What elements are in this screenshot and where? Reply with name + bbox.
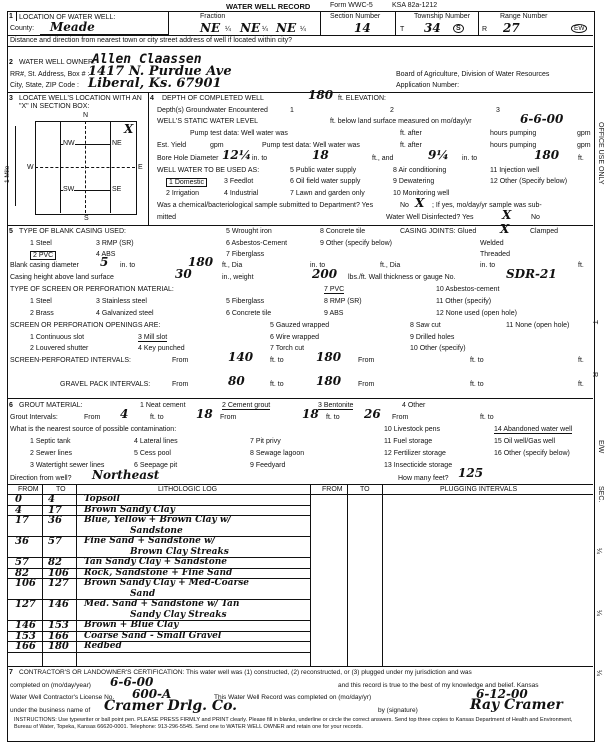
casing-to-depth[interactable]: 180 xyxy=(188,255,214,269)
section-number-6: 6 xyxy=(9,402,13,409)
log-from-value: 36 xyxy=(15,536,29,547)
casing-5[interactable]: 5 Wrought iron xyxy=(226,228,272,235)
range-label: Range Number xyxy=(500,13,548,20)
sp-ft-to-2: ft. to xyxy=(470,357,484,364)
log-to-value: 180 xyxy=(48,641,69,652)
screen-2[interactable]: 2 Brass xyxy=(30,310,54,317)
log-to-value: 166 xyxy=(48,630,69,642)
static-level-date[interactable]: 6-6-00 xyxy=(520,112,564,126)
depth-heading: DEPTH OF COMPLETED WELL xyxy=(162,95,264,102)
owner-heading: WATER WELL OWNER: xyxy=(19,59,95,66)
range-direction[interactable]: EW xyxy=(571,24,587,33)
form-number: Form WWC-5 xyxy=(330,2,373,9)
bore2-ft: ft. xyxy=(578,155,584,162)
how-many-feet-value[interactable]: 125 xyxy=(458,466,484,480)
section-number-7: 7 xyxy=(9,669,13,676)
casing-4[interactable]: 4 ABS xyxy=(96,251,116,258)
casing-1[interactable]: 1 Steel xyxy=(30,240,52,247)
contam-9[interactable]: 9 Feedyard xyxy=(250,462,286,469)
joints-threaded[interactable]: Threaded xyxy=(480,251,510,258)
record-completed-label: This Water Well Record was completed on (mo/day/yr) xyxy=(214,694,372,701)
screen-10[interactable]: 10 Asbestos-cement xyxy=(436,286,500,293)
contractor-signature[interactable]: Ray Cramer xyxy=(470,697,563,713)
log-description: Sandstone xyxy=(130,525,183,536)
screen-1[interactable]: 1 Steel xyxy=(30,298,52,305)
groundwater-label: Depth(s) Groundwater Encountered xyxy=(157,107,268,114)
board-label: Board of Agriculture, Division of Water Resources xyxy=(396,71,550,78)
casing-weight[interactable]: 200 xyxy=(312,267,338,281)
se-label: SE xyxy=(112,186,122,193)
grout-from-2[interactable]: 18 xyxy=(302,407,319,421)
section-number-1: 1 xyxy=(9,13,13,20)
bore-in-to: in. to xyxy=(252,155,268,162)
yield-gpm: gpm xyxy=(210,142,224,149)
log-from-header-2: FROM xyxy=(322,486,343,493)
groundwater-1[interactable]: 1 xyxy=(290,107,294,114)
range-value[interactable]: 27 xyxy=(503,21,520,35)
log-to-value: 106 xyxy=(48,567,69,579)
log-to-value: 17 xyxy=(48,504,62,516)
opening-7[interactable]: 7 Torch cut xyxy=(270,345,305,352)
screen-heading: TYPE OF SCREEN OR PERFORATION MATERIAL: xyxy=(10,286,174,293)
direction-label: Direction from well? xyxy=(10,475,72,482)
screen-5[interactable]: 5 Fiberglass xyxy=(226,298,265,305)
quarter-mark-1: ¼ xyxy=(225,26,231,33)
log-from-value: 57 xyxy=(15,557,29,568)
plugging-header: PLUGGING INTERVALS xyxy=(440,486,518,493)
opening-8[interactable]: 8 Saw cut xyxy=(410,322,441,329)
wall-label: lbs./ft. Wall thickness or gauge No. xyxy=(348,274,456,281)
dia-in-to-2: in. to xyxy=(310,262,326,269)
instructions: INSTRUCTIONS: Use typewriter or ball point pen. PLEASE PRESS FIRMLY and PRINT clearly. Please fill in blanks, underline or circle the correct answers. Send top three copies to Kansas Department of Health and Environment, Bureau of Water, Topeka, Kansas 66620-0001. Telephone: 913-296-5545. Send one to WATER WELL OWNER and retain one for your records. xyxy=(14,717,573,730)
yield-water-label: Pump test data: Well water was xyxy=(262,142,360,149)
county-label: County: xyxy=(10,25,35,32)
use-5[interactable]: 5 Public water supply xyxy=(290,167,357,174)
opening-4[interactable]: 4 Key punched xyxy=(138,345,185,352)
log-description: Sandy Clay Streaks xyxy=(130,609,227,620)
disinfected-yes-mark[interactable]: X xyxy=(502,208,512,222)
yield-label: Est. Yield xyxy=(157,142,187,149)
location-heading: LOCATION OF WATER WELL: xyxy=(19,14,116,21)
form-title: WATER WELL RECORD xyxy=(226,2,311,11)
contam-6[interactable]: 6 Seepage pit xyxy=(134,462,178,469)
margin-sec: SEC. xyxy=(597,486,604,503)
distance-label: Distance and direction from nearest town or city street address of well if located within city? xyxy=(10,37,293,44)
grout-1[interactable]: 1 Neat cement xyxy=(140,402,186,409)
well-location-mark[interactable]: X xyxy=(124,122,134,136)
casing-2-pvc[interactable]: 2 PVC xyxy=(30,251,56,260)
sw-label: SW xyxy=(63,186,75,193)
grout-3-bentonite[interactable]: 3 Bentonite xyxy=(318,402,354,409)
grout-to-2[interactable]: 26 xyxy=(364,407,381,421)
weight-label: in., weight xyxy=(222,274,254,281)
opening-10[interactable]: 10 Other (specify) xyxy=(410,345,466,352)
dia-in-to: in. to xyxy=(120,262,136,269)
sp-ft-to: ft. to xyxy=(270,357,284,364)
contam-12[interactable]: 12 Fertilizer storage xyxy=(384,450,446,457)
grout-to-1[interactable]: 18 xyxy=(196,407,213,421)
grout-heading: GROUT MATERIAL: xyxy=(19,402,83,409)
completed-date[interactable]: 6-6-00 xyxy=(110,675,154,689)
license-label: Water Well Contractor's License No. xyxy=(10,694,115,701)
section-grid[interactable] xyxy=(35,121,137,215)
contam-13[interactable]: 13 Insecticide storage xyxy=(384,462,453,469)
bore-diameter[interactable]: 12¼ xyxy=(222,148,252,162)
bore2-in-to: in. to xyxy=(462,155,478,162)
log-description: Topsoil xyxy=(84,494,120,504)
disinfected-no-label: No xyxy=(531,214,540,221)
log-description: Brown Sandy Clay + Med-Coarse xyxy=(84,578,250,588)
screen-intervals-label: SCREEN-PERFORATED INTERVALS: xyxy=(10,357,131,364)
static-level-label: WELL'S STATIC WATER LEVEL xyxy=(157,118,259,125)
opening-5[interactable]: 5 Gauzed wrapped xyxy=(270,322,330,329)
section-number-2: 2 xyxy=(9,59,13,66)
direction-value[interactable]: Northeast xyxy=(92,468,160,482)
screen-4[interactable]: 4 Galvanized steel xyxy=(96,310,154,317)
west-label: W xyxy=(27,164,34,171)
nw-label: NW xyxy=(63,140,75,147)
contam-16[interactable]: 16 Other (specify below) xyxy=(494,450,570,457)
log-to-value: 153 xyxy=(48,620,69,631)
casing-3[interactable]: 3 RMP (SR) xyxy=(96,240,134,247)
contamination-label: What is the nearest source of possible contamination: xyxy=(10,426,177,433)
screen-11[interactable]: 11 Other (specify) xyxy=(436,298,492,305)
casing-height-label: Casing height above land surface xyxy=(10,274,114,281)
contam-2[interactable]: 2 Sewer lines xyxy=(30,450,73,457)
section-number-3: 3 xyxy=(9,95,13,102)
opening-9[interactable]: 9 Drilled holes xyxy=(410,334,455,341)
screen-7-pvc[interactable]: 7 PVC xyxy=(324,286,345,293)
pump-test-label: Pump test data: Well water was xyxy=(190,130,288,137)
township-value[interactable]: 34 xyxy=(424,21,441,35)
contam-15[interactable]: 15 Oil well/Gas well xyxy=(494,438,556,445)
how-many-feet-label: How many feet? xyxy=(398,475,449,482)
opening-3-mill-slot[interactable]: 3 Mill slot xyxy=(138,334,168,341)
casing-diameter[interactable]: 5 xyxy=(100,255,109,269)
township-prefix: T xyxy=(400,26,405,33)
gp-to-value[interactable]: 180 xyxy=(316,374,342,388)
log-description: Rock, Sandstone + Fine Sand xyxy=(84,567,233,578)
screen-6[interactable]: 6 Concrete tile xyxy=(226,310,272,317)
quarter-mark-3: ¼ xyxy=(300,26,306,33)
grout-2-cement[interactable]: 2 Cement grout xyxy=(222,402,271,409)
log-to-value: 127 xyxy=(48,578,69,589)
joints-clamped[interactable]: Clamped xyxy=(530,228,559,235)
pump-hours-1: hours pumping xyxy=(490,130,537,137)
log-from-value: 4 xyxy=(15,504,22,516)
joints-glued-mark[interactable]: X xyxy=(500,222,510,236)
margin-quarter-3: ¼ xyxy=(595,670,602,676)
contam-3[interactable]: 3 Watertight sewer lines xyxy=(30,462,105,469)
log-to-value: 4 xyxy=(48,494,55,505)
ksa-reference: KSA 82a-1212 xyxy=(392,2,438,9)
bore-to-depth[interactable]: 18 xyxy=(312,148,329,162)
application-label: Application Number: xyxy=(396,82,460,89)
bore-diameter-2[interactable]: 9¼ xyxy=(428,148,449,162)
contam-14-abandoned-well[interactable]: 14 Abandoned water well xyxy=(494,426,573,433)
log-description: Brown + Blue Clay xyxy=(84,620,179,630)
log-litho-header: LITHOLOGIC LOG xyxy=(158,486,218,493)
sp-ft: ft. xyxy=(578,357,584,364)
grout-ft-to-3: ft. to xyxy=(480,414,494,421)
casing-heading: TYPE OF BLANK CASING USED: xyxy=(19,228,126,235)
gp-from-value[interactable]: 80 xyxy=(228,374,245,388)
openings-heading: SCREEN OR PERFORATION OPENINGS ARE: xyxy=(10,322,161,329)
business-name[interactable]: Cramer Drlg. Co. xyxy=(104,698,238,714)
chem-question: Was a chemical/bacteriological sample submitted to Department? Yes xyxy=(157,202,374,209)
use-9[interactable]: 9 Dewatering xyxy=(393,178,435,185)
record-completed-date[interactable]: 6-12-00 xyxy=(476,687,528,701)
east-label: E xyxy=(138,164,143,171)
fraction-1[interactable]: NE xyxy=(200,21,221,35)
grout-ft-from: From xyxy=(220,414,237,421)
contam-5[interactable]: 5 Cess pool xyxy=(134,450,171,457)
log-description: Brown Sandy Clay xyxy=(84,504,175,515)
ne-label: NE xyxy=(112,140,122,147)
log-description: Brown Clay Streaks xyxy=(130,546,229,557)
log-to-value: 57 xyxy=(48,536,62,547)
owner-name[interactable]: Allen Claassen xyxy=(92,52,202,67)
opening-2[interactable]: 2 Louvered shutter xyxy=(30,345,89,352)
grout-4[interactable]: 4 Other xyxy=(402,402,426,409)
groundwater-3[interactable]: 3 xyxy=(496,107,500,114)
quarter-mark-2: ¼ xyxy=(262,26,268,33)
pump-gpm-1: gpm xyxy=(577,130,591,137)
screen-12[interactable]: 12 None used (open hole) xyxy=(436,310,517,317)
section-number-4: 4 xyxy=(150,95,154,102)
grout-ft-to-1: ft. to xyxy=(150,414,164,421)
log-from-value: 153 xyxy=(15,630,36,642)
log-description: Coarse Sand - Small Gravel xyxy=(84,630,222,641)
use-6[interactable]: 6 Oil field water supply xyxy=(290,178,361,185)
business-label: under the business name of xyxy=(10,707,91,714)
contam-11[interactable]: 11 Fuel storage xyxy=(384,438,433,445)
license-number[interactable]: 600-A xyxy=(132,687,172,701)
bore2-to-depth[interactable]: 180 xyxy=(534,148,560,162)
margin-r: R xyxy=(591,372,598,378)
use-11[interactable]: 11 Injection well xyxy=(490,167,540,174)
log-to-value: 36 xyxy=(48,515,62,526)
use-10[interactable]: 10 Monitoring well xyxy=(393,190,450,197)
pump-after-2: ft. after xyxy=(400,142,422,149)
sp-from-value[interactable]: 140 xyxy=(228,350,254,364)
county-value[interactable]: Meade xyxy=(50,20,95,34)
contam-7[interactable]: 7 Pit privy xyxy=(250,438,281,445)
gp-ft-to: ft. to xyxy=(270,381,284,388)
township-label: Township Number xyxy=(414,13,471,20)
margin-t: T xyxy=(591,320,598,325)
log-to-header: TO xyxy=(56,486,66,493)
log-description: Redbed xyxy=(84,641,122,651)
casing-6[interactable]: 6 Asbestos-Cement xyxy=(226,240,288,247)
opening-11[interactable]: 11 None (open hole) xyxy=(506,322,570,329)
log-description: Tan Sandy Clay + Sandstone xyxy=(84,557,227,567)
log-description: Blue, Yellow + Brown Clay w/ xyxy=(84,515,231,525)
chem-after: ; If yes, mo/day/yr sample was sub- xyxy=(432,202,542,209)
screen-9[interactable]: 9 ABS xyxy=(324,310,344,317)
contam-8[interactable]: 8 Sewage lagoon xyxy=(250,450,305,457)
use-8[interactable]: 8 Air conditioning xyxy=(393,167,447,174)
joints-welded[interactable]: Welded xyxy=(480,240,504,247)
log-from-value: 82 xyxy=(15,567,29,579)
township-direction[interactable]: S xyxy=(453,24,464,33)
log-to-header-2: TO xyxy=(360,486,370,493)
disinfected-label: Water Well Disinfected? Yes xyxy=(386,214,474,221)
depth-value[interactable]: 180 xyxy=(308,88,334,102)
dia-ft: ft. xyxy=(578,262,584,269)
casing-9[interactable]: 9 Other (specify below) xyxy=(320,240,392,247)
grout-ft-to-2: ft. to xyxy=(326,414,340,421)
certification-heading: CONTRACTOR'S OR LANDOWNER'S CERTIFICATION: This water well was (1) constructed, (2) reconstructed, or (3) plugged under my jurisdiction and was xyxy=(19,669,472,676)
elevation-label: ft. ELEVATION: xyxy=(338,95,386,102)
bore-label: Bore Hole Diameter xyxy=(157,155,219,162)
use-1-domestic[interactable]: 1 Domestic xyxy=(166,178,207,187)
static-level-after: ft. below land surface measured on mo/day/yr xyxy=(330,118,472,125)
use-heading: WELL WATER TO BE USED AS: xyxy=(157,167,260,174)
log-from-value: 166 xyxy=(15,641,36,652)
fraction-2[interactable]: NE xyxy=(240,21,261,35)
groundwater-2[interactable]: 2 xyxy=(390,107,394,114)
signature-label: by (signature) xyxy=(378,707,418,714)
section-number-5: 5 xyxy=(9,228,13,235)
use-12[interactable]: 12 Other (Specify below) xyxy=(490,178,568,185)
log-from-value: 106 xyxy=(15,578,36,589)
section-number-label: Section Number xyxy=(330,13,381,20)
grout-from-label: From xyxy=(84,414,101,421)
grout-from-1[interactable]: 4 xyxy=(120,407,129,421)
gp-ft: ft. xyxy=(578,381,584,388)
completed-label: completed on (mo/day/year) xyxy=(10,682,91,689)
office-use-label: OFFICE USE ONLY xyxy=(597,122,604,185)
sp-to-value[interactable]: 180 xyxy=(316,350,342,364)
grout-intervals-label: Grout Intervals: xyxy=(10,414,58,421)
log-from-value: 127 xyxy=(15,599,36,610)
contam-10[interactable]: 10 Livestock pens xyxy=(384,426,441,433)
mile-scale-label: 1 Mile xyxy=(4,165,11,183)
south-label: S xyxy=(84,215,89,222)
diameter-label: Blank casing diameter xyxy=(10,262,79,269)
dia-in-to-3: in. to xyxy=(480,262,496,269)
contam-4[interactable]: 4 Lateral lines xyxy=(134,438,178,445)
city-label: City, State, ZIP Code : xyxy=(10,82,79,89)
margin-quarter-1: ¼ xyxy=(595,548,602,554)
margin-ew: E/W xyxy=(597,440,604,454)
pump-hours-2: hours pumping xyxy=(490,142,537,149)
log-from-value: 0 xyxy=(15,494,22,505)
joints-label: CASING JOINTS: Glued xyxy=(400,228,477,235)
fraction-label: Fraction xyxy=(200,13,226,20)
log-from-value: 146 xyxy=(15,620,36,631)
log-from-header: FROM xyxy=(18,486,39,493)
wall-thickness[interactable]: SDR-21 xyxy=(506,267,557,281)
true-statement: and this record is true to the best of my knowledge and belief. Kansas xyxy=(338,682,539,689)
chem-no-mark[interactable]: X xyxy=(415,196,425,210)
gp-from-label: From xyxy=(172,381,189,388)
address-label: RR#, St. Address, Box # : xyxy=(10,71,90,78)
log-to-value: 146 xyxy=(48,599,69,610)
gp-ft-from: From xyxy=(358,381,375,388)
owner-city[interactable]: Liberal, Ks. 67901 xyxy=(88,76,222,91)
north-label: N xyxy=(83,112,89,119)
log-from-value: 17 xyxy=(15,515,29,526)
bore-ft-and: ft., and xyxy=(372,155,394,162)
casing-7[interactable]: 7 Fiberglass xyxy=(226,251,265,258)
margin-quarter-2: ¼ xyxy=(595,610,602,616)
dia-ft-dia-1: ft., Dia xyxy=(222,262,243,269)
use-4[interactable]: 4 Industrial xyxy=(224,190,259,197)
sp-ft-from: From xyxy=(358,357,375,364)
pump-after-1: ft. after xyxy=(400,130,422,137)
use-3[interactable]: 3 Feedlot xyxy=(224,178,254,185)
screen-8[interactable]: 8 RMP (SR) xyxy=(324,298,362,305)
use-2[interactable]: 2 Irrigation xyxy=(166,190,200,197)
grout-ft-from-3: From xyxy=(392,414,409,421)
screen-3[interactable]: 3 Stainless steel xyxy=(96,298,147,305)
contam-1[interactable]: 1 Septic tank xyxy=(30,438,71,445)
log-description: Sand xyxy=(130,588,156,599)
range-prefix: R xyxy=(482,26,488,33)
casing-height[interactable]: 30 xyxy=(175,267,192,281)
gp-ft-to-2: ft. to xyxy=(470,381,484,388)
dia-ft-dia-2: ft., Dia xyxy=(380,262,401,269)
sp-from-label: From xyxy=(172,357,189,364)
log-to-value: 82 xyxy=(48,557,62,568)
log-description: Med. Sand + Sandstone w/ Tan xyxy=(84,599,240,609)
opening-1[interactable]: 1 Continuous slot xyxy=(30,334,85,341)
owner-address[interactable]: 1417 N. Purdue Ave xyxy=(88,64,232,79)
log-description: Fine Sand + Sandstone w/ xyxy=(84,536,216,546)
gravel-intervals-label: GRAVEL PACK INTERVALS: xyxy=(60,381,151,388)
use-7[interactable]: 7 Lawn and garden only xyxy=(290,190,365,197)
opening-6[interactable]: 6 Wire wrapped xyxy=(270,334,320,341)
pump-gpm-2: gpm xyxy=(577,142,591,149)
fraction-3[interactable]: NE xyxy=(276,21,297,35)
section-number-value[interactable]: 14 xyxy=(354,21,371,35)
chem-no-label: No xyxy=(400,202,409,209)
submitted-label: mitted xyxy=(157,214,177,221)
casing-8[interactable]: 8 Concrete tile xyxy=(320,228,366,235)
section-box-heading: LOCATE WELL'S LOCATION WITH AN "X" IN SECTION BOX: xyxy=(19,95,142,110)
